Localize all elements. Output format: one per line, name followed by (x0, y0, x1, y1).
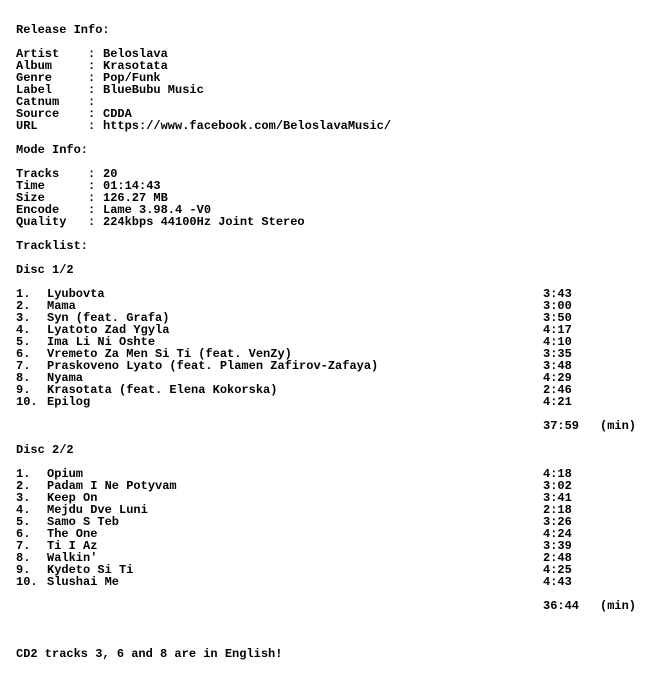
info-field (16, 84, 646, 96)
field-value: https://www.facebook.com/BeloslavaMusic/ (103, 119, 392, 133)
mode-info-heading: Mode Info: (16, 143, 89, 157)
track-number: 9. (16, 563, 31, 577)
track-title: Kydeto Si Ti (47, 563, 134, 577)
track-duration: 3:50 (543, 311, 572, 325)
field-label: Encode (16, 203, 60, 217)
track-number: 8. (16, 551, 31, 565)
track-row (16, 396, 646, 408)
track-duration: 3:00 (543, 299, 572, 313)
field-separator: : (88, 215, 96, 229)
track-title: Mejdu Dve Luni (47, 503, 148, 517)
track-title: Lyubovta (47, 287, 105, 301)
field-label: Catnum (16, 95, 60, 109)
mode-info-fields (16, 168, 646, 228)
field-separator: : (88, 203, 96, 217)
track-duration: 3:26 (543, 515, 572, 529)
track-title: Padam I Ne Potyvam (47, 479, 177, 493)
field-label: Genre (16, 71, 53, 85)
track-title: Praskoveno Lyato (feat. Plamen Zafirov-Zafaya) (47, 359, 379, 373)
field-separator: : (88, 119, 96, 133)
field-value: Pop/Funk (103, 71, 161, 85)
track-title: Slushai Me (47, 575, 120, 589)
track-duration: 4:25 (543, 563, 572, 577)
disc-total-time: 37:59 (543, 419, 580, 433)
track-number: 7. (16, 539, 31, 553)
field-value: 01:14:43 (103, 179, 161, 193)
track-duration: 2:46 (543, 383, 572, 397)
track-number: 4. (16, 503, 31, 517)
field-value: 224kbps 44100Hz Joint Stereo (103, 215, 305, 229)
disc-total (16, 420, 646, 432)
disc-heading: Disc 2/2 (16, 443, 74, 457)
track-number: 2. (16, 299, 31, 313)
field-separator: : (88, 83, 96, 97)
field-label: Quality (16, 215, 67, 229)
field-value: 126.27 MB (103, 191, 168, 205)
track-title: Opium (47, 467, 84, 481)
disc-total (16, 600, 646, 612)
field-value: BlueBubu Music (103, 83, 204, 97)
track-duration: 3:43 (543, 287, 572, 301)
track-title: Walkin' (47, 551, 98, 565)
track-title: Ti I Az (47, 539, 98, 553)
track-number: 9. (16, 383, 31, 397)
track-title: Syn (feat. Grafa) (47, 311, 170, 325)
track-row (16, 576, 646, 588)
track-duration: 4:21 (543, 395, 572, 409)
track-number: 2. (16, 479, 31, 493)
disc-total-unit: (min) (600, 419, 637, 433)
field-value: Beloslava (103, 47, 168, 61)
track-number: 10. (16, 395, 38, 409)
disc-list (16, 264, 646, 612)
field-value: Lame 3.98.4 -V0 (103, 203, 212, 217)
field-separator: : (88, 95, 96, 109)
track-duration: 4:29 (543, 371, 572, 385)
track-number: 5. (16, 515, 31, 529)
track-number: 3. (16, 311, 31, 325)
track-number: 4. (16, 323, 31, 337)
field-label: URL (16, 119, 38, 133)
track-title: Lyatoto Zad Ygyla (47, 323, 170, 337)
field-label: Source (16, 107, 60, 121)
field-separator: : (88, 191, 96, 205)
field-label: Label (16, 83, 53, 97)
field-separator: : (88, 107, 96, 121)
field-label: Size (16, 191, 45, 205)
field-label: Artist (16, 47, 60, 61)
track-duration: 3:39 (543, 539, 572, 553)
track-number: 10. (16, 575, 38, 589)
field-value: CDDA (103, 107, 132, 121)
track-number: 8. (16, 371, 31, 385)
track-duration: 3:48 (543, 359, 572, 373)
track-duration: 4:43 (543, 575, 572, 589)
field-separator: : (88, 167, 96, 181)
track-duration: 3:02 (543, 479, 572, 493)
track-number: 3. (16, 491, 31, 505)
disc-total-unit: (min) (600, 599, 637, 613)
track-duration: 4:18 (543, 467, 572, 481)
track-duration: 4:24 (543, 527, 572, 541)
field-label: Time (16, 179, 45, 193)
field-separator: : (88, 179, 96, 193)
nfo-document (16, 24, 646, 660)
field-label: Album (16, 59, 53, 73)
field-separator: : (88, 59, 96, 73)
field-label: Tracks (16, 167, 60, 181)
field-value: Krasotata (103, 59, 168, 73)
release-info-heading: Release Info: (16, 23, 110, 37)
track-duration: 3:35 (543, 347, 572, 361)
track-number: 6. (16, 347, 31, 361)
track-title: Vremeto Za Men Si Ti (feat. VenZy) (47, 347, 292, 361)
track-number: 5. (16, 335, 31, 349)
track-number: 1. (16, 287, 31, 301)
track-duration: 2:18 (543, 503, 572, 517)
track-title: Mama (47, 299, 76, 313)
field-separator: : (88, 47, 96, 61)
field-separator: : (88, 71, 96, 85)
tracklist-heading: Tracklist: (16, 239, 89, 253)
track-duration: 4:17 (543, 323, 572, 337)
track-title: Epilog (47, 395, 91, 409)
track-duration: 2:48 (543, 551, 572, 565)
disc-total-time: 36:44 (543, 599, 580, 613)
track-duration: 3:41 (543, 491, 572, 505)
track-title: Krasotata (feat. Elena Kokorska) (47, 383, 278, 397)
footer-note: CD2 tracks 3, 6 and 8 are in English! (16, 647, 283, 661)
track-title: Nyama (47, 371, 84, 385)
release-info-fields (16, 48, 646, 132)
track-title: Samo S Teb (47, 515, 120, 529)
disc-heading: Disc 1/2 (16, 263, 74, 277)
track-number: 1. (16, 467, 31, 481)
track-title: Keep On (47, 491, 98, 505)
track-title: The One (47, 527, 98, 541)
track-title: Ima Li Ni Oshte (47, 335, 156, 349)
track-number: 6. (16, 527, 31, 541)
field-value: 20 (103, 167, 118, 181)
info-field (16, 120, 646, 132)
track-duration: 4:10 (543, 335, 572, 349)
info-field (16, 216, 646, 228)
track-number: 7. (16, 359, 31, 373)
